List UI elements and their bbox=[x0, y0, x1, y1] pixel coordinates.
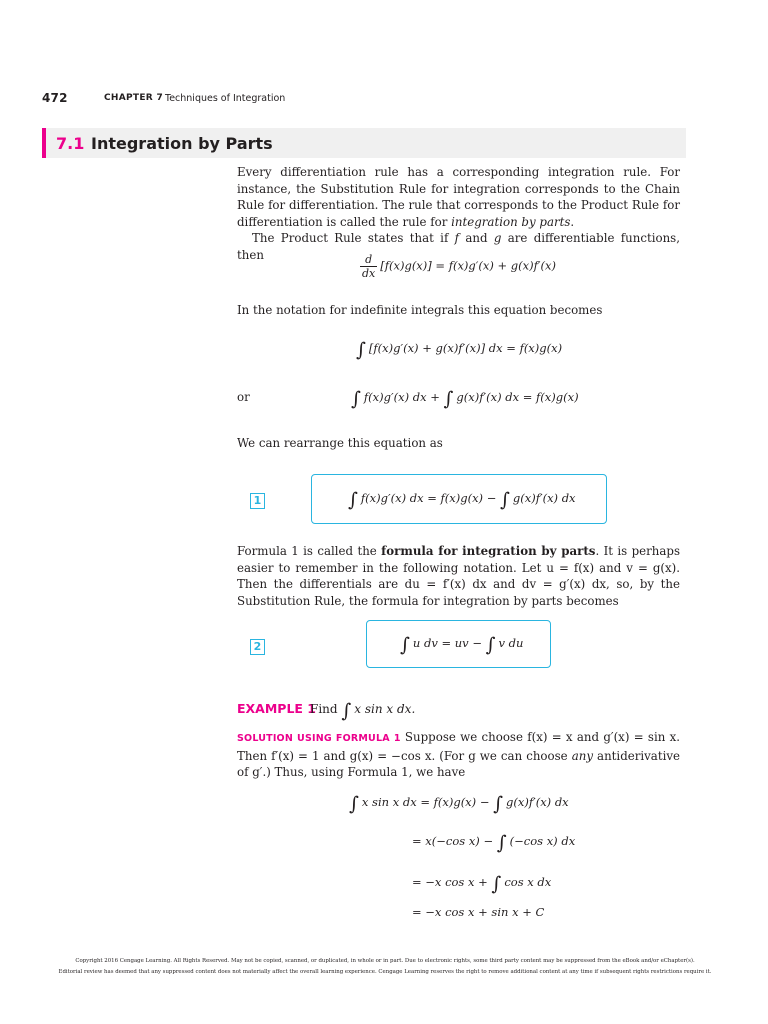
page-number: 472 bbox=[42, 91, 68, 105]
integral-sign: ∫ bbox=[443, 388, 454, 410]
solution-paragraph: SOLUTION USING FORMULA 1 Suppose we choose f(x) = x and g′(x) = sin x. Then f′(x) = 1 and g(x) = −cos x. (For g we can choose any antiderivative of g′.) Thus, using Formula 1, we have bbox=[237, 730, 681, 779]
copyright-line-1: Copyright 2016 Cengage Learning. All Rights Reserved. May not be copied, scanned, or duplicated, in whole or in part. Due to electronic rights, some third party content may be suppressed from the eBook and/or eChapter(s). bbox=[75, 958, 695, 964]
example-prompt: Find ∫ x sin x dx. bbox=[310, 700, 416, 722]
example-label: EXAMPLE 1 bbox=[237, 701, 317, 716]
formula-2-tag: 2 bbox=[250, 639, 265, 655]
integral-sign: ∫ bbox=[356, 339, 366, 361]
copyright-notice bbox=[40, 956, 730, 978]
section-title: Integration by Parts bbox=[91, 134, 273, 153]
integral-equation: ∫ [f(x)g′(x) + g(x)f′(x)] dx = f(x)g(x) bbox=[356, 339, 563, 361]
intro-paragraph: Every differentiation rule has a corresponding integration rule. For instance, the Substitution Rule for integration corresponds to the Chain Rule for differentiation. The rule that corresponds to the Product Rule for differentiation is called the rule for integration by parts. The Product Rule states that if f and g are differentiable functions, then bbox=[237, 165, 680, 262]
integral-sign: ∫ bbox=[485, 634, 496, 656]
formula-1-equation: ∫ f(x)g′(x) dx = f(x)g(x) − ∫ g(x)f′(x) dx bbox=[348, 489, 576, 511]
formula-explanation: Formula 1 is called the formula for integration by parts. It is perhaps easier to remember in the following notation. Let u = f(x) and v = g(x). Then the differentials are du = f′(x) dx and dv = g′(x) dx, so, by the Substitution Rule, the formula for integration by parts becomes bbox=[237, 544, 680, 608]
solution-label: SOLUTION USING FORMULA 1 bbox=[237, 733, 401, 744]
solution-line-3: = −x cos x + ∫ cos x dx bbox=[412, 873, 552, 895]
product-rule-equation: $\frac{d}{dx}$ [f(x)g(x)] = f(x)g′(x) + g(x)f′(x) bbox=[362, 253, 556, 280]
integral-sign: ∫ bbox=[341, 700, 352, 722]
rearrange-note: We can rearrange this equation as bbox=[237, 436, 443, 450]
formula-1-tag: 1 bbox=[250, 493, 265, 509]
or-label: or bbox=[237, 390, 250, 404]
derivative-fraction: $\frac{d}{dx}$ bbox=[362, 253, 376, 280]
integral-sign: ∫ bbox=[491, 873, 502, 895]
integral-sign: ∫ bbox=[400, 634, 410, 656]
solution-line-4: = −x cos x + sin x + C bbox=[412, 905, 545, 919]
integral-sign: ∫ bbox=[493, 793, 504, 815]
formula-2-equation: ∫ u dv = uv − ∫ v du bbox=[400, 634, 524, 656]
solution-line-1: ∫ x sin x dx = f(x)g(x) − ∫ g(x)f′(x) dx bbox=[349, 793, 569, 815]
section-number: 7.1 bbox=[56, 134, 85, 153]
integral-sign: ∫ bbox=[348, 489, 358, 511]
integral-sign: ∫ bbox=[496, 832, 507, 854]
split-integral-equation: ∫ f(x)g′(x) dx + ∫ g(x)f′(x) dx = f(x)g(x) bbox=[351, 388, 579, 410]
copyright-line-2: Editorial review has deemed that any suppressed content does not materially affect the overall learning experience. Cengage Learning reserves the right to remove additional content at any time if subsequent rights restrictions require it. bbox=[58, 969, 712, 975]
integral-sign: ∫ bbox=[351, 388, 361, 410]
indefinite-note: In the notation for indefinite integrals this equation becomes bbox=[237, 303, 603, 317]
chapter-label: CHAPTER 7 bbox=[104, 93, 164, 103]
integral-sign: ∫ bbox=[349, 793, 359, 815]
chapter-title: Techniques of Integration bbox=[165, 93, 286, 104]
solution-line-2: = x(−cos x) − ∫ (−cos x) dx bbox=[412, 832, 576, 854]
product-rule-statement: The Product Rule states that if f and g are differentiable functions, then bbox=[237, 231, 680, 262]
integral-sign: ∫ bbox=[499, 489, 510, 511]
